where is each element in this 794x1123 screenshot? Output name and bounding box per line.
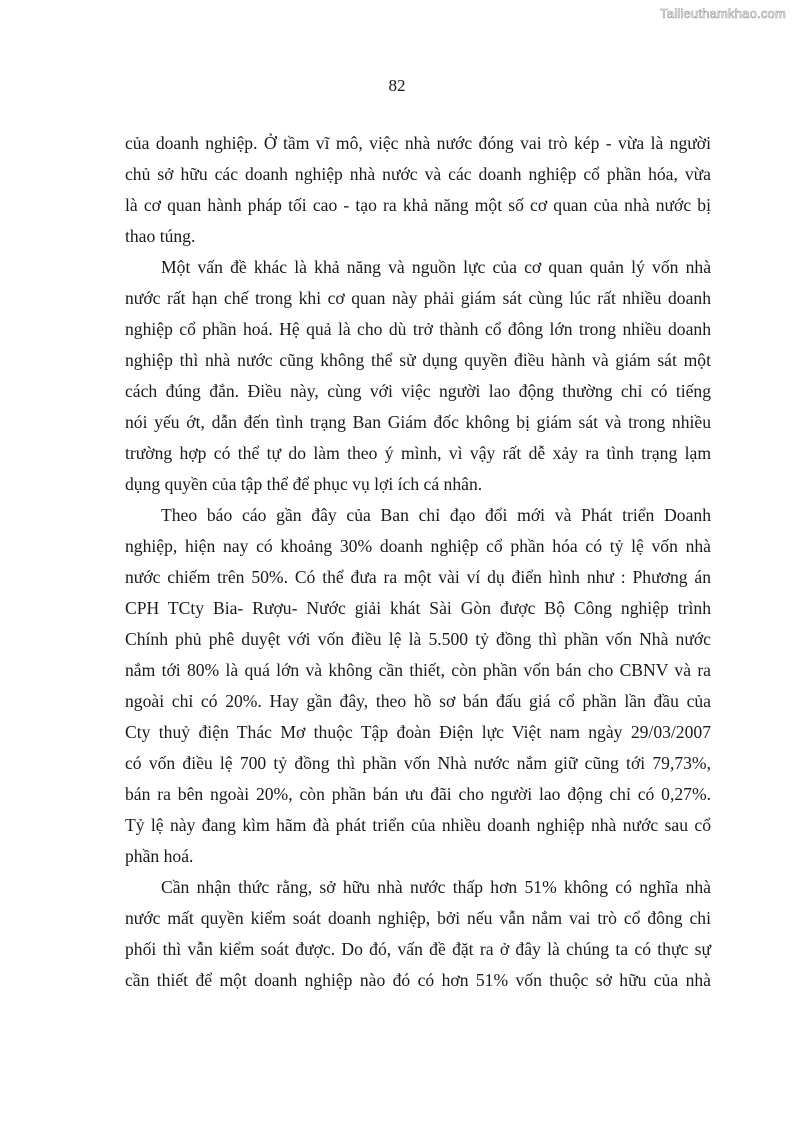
text-line: CPH TCty Bia- Rượu- Nước giải khát Sài Gòn được Bộ Công nghiệp trình <box>125 598 711 618</box>
text-line: là cơ quan hành pháp tối cao - tạo ra khả năng một số cơ quan của nhà nước bị <box>125 195 711 215</box>
text-line: cần thiết để một doanh nghiệp nào đó có hơn 51% vốn thuộc sở hữu của nhà <box>125 970 711 990</box>
text-line: nghiệp cổ phần hoá. Hệ quả là cho dù trở thành cổ đông lớn trong nhiều doanh <box>125 319 711 339</box>
paragraph-4 <box>125 872 711 996</box>
text-line: nghiệp, hiện nay có khoảng 30% doanh nghiệp cổ phần hóa có tỷ lệ vốn nhà <box>125 536 711 556</box>
paragraph-1 <box>125 128 711 252</box>
text-line: của doanh nghiệp. Ở tầm vĩ mô, việc nhà nước đóng vai trò kép - vừa là người <box>125 133 711 153</box>
text-line: ngoài chỉ có 20%. Hay gần đây, theo hồ sơ bán đấu giá cổ phần lần đầu của <box>125 691 711 711</box>
text-line: có vốn điều lệ 700 tỷ đồng thì phần vốn Nhà nước nắm giữ cũng tới 79,73%, <box>125 753 711 773</box>
text-line: phần hoá. <box>125 846 194 866</box>
text-line: nước rất hạn chế trong khi cơ quan này phải giám sát cùng lúc rất nhiều doanh <box>125 288 711 308</box>
text-line: Cần nhận thức rằng, sở hữu nhà nước thấp hơn 51% không có nghĩa nhà <box>161 877 711 897</box>
text-line: chủ sở hữu các doanh nghiệp nhà nước và các doanh nghiệp cổ phần hóa, vừa <box>125 164 711 184</box>
text-line: phối thì vẫn kiểm soát được. Do đó, vấn đề đặt ra ở đây là chúng ta có thực sự <box>125 939 711 959</box>
text-line: Theo báo cáo gần đây của Ban chỉ đạo đổi mới và Phát triển Doanh <box>161 505 711 525</box>
text-line: Một vấn đề khác là khả năng và nguồn lực của cơ quan quản lý vốn nhà <box>161 257 711 277</box>
text-line: Cty thuỷ điện Thác Mơ thuộc Tập đoàn Điện lực Việt nam ngày 29/03/2007 <box>125 722 711 742</box>
text-line: bán ra bên ngoài 20%, còn phần bán ưu đãi cho người lao động chỉ có 0,27%. <box>125 784 711 804</box>
text-line: nghiệp thì nhà nước cũng không thể sử dụng quyền điều hành và giám sát một <box>125 350 711 370</box>
watermark-text: Tailieuthamkhao.com <box>660 6 786 21</box>
document-body <box>125 128 711 996</box>
text-line: nói yếu ớt, dẫn đến tình trạng Ban Giám đốc không bị giám sát và trong nhiều <box>125 412 711 432</box>
page-number: 82 <box>388 76 406 95</box>
text-line: nắm tới 80% là quá lớn và không cần thiết, còn phần vốn bán cho CBNV và ra <box>125 660 711 680</box>
text-line: thao túng. <box>125 226 196 246</box>
text-line: nước mất quyền kiểm soát doanh nghiệp, bởi nếu vẫn nắm vai trò cổ đông chi <box>125 908 711 928</box>
text-line: dụng quyền của tập thể để phục vụ lợi ích cá nhân. <box>125 474 483 494</box>
text-line: Tỷ lệ này đang kìm hãm đà phát triển của nhiều doanh nghiệp nhà nước sau cổ <box>125 815 711 835</box>
text-line: cách đúng đắn. Điều này, cùng với việc người lao động thường chỉ có tiếng <box>125 381 711 401</box>
paragraph-2 <box>125 252 711 500</box>
text-line: trường hợp có thể tự do làm theo ý mình, vì vậy rất dễ xảy ra tình trạng lạm <box>125 443 711 463</box>
text-line: nước chiếm trên 50%. Có thể đưa ra một vài ví dụ điển hình như : Phương án <box>125 567 711 587</box>
text-line: Chính phủ phê duyệt với vốn điều lệ là 5.500 tỷ đồng thì phần vốn Nhà nước <box>125 629 711 649</box>
paragraph-3 <box>125 500 711 872</box>
